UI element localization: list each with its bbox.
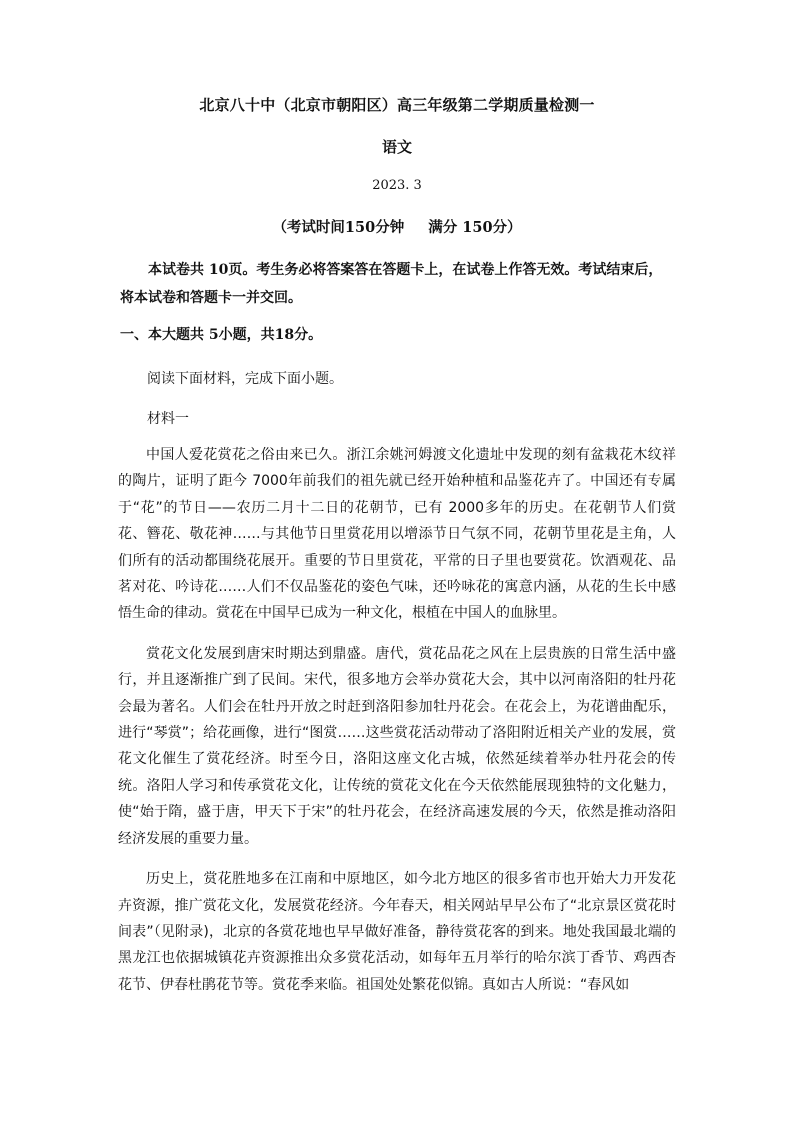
material-body: [118, 442, 676, 1012]
paragraph: 中国人爱花赏花之俗由来已久。浙江余姚河姆渡文化遗址中发现的刻有盆栽花木纹祥的陶片，证明了距今 7000年前我们的祖先就已经开始种植和品鉴花卉了。中国还有专属于“花”的节日——农历二月十二日的花朝节，已有 2000多年的历史。在花朝节人们赏花、簪花、敬花神……与其他节日里赏花用以增添节日气氛不同，花朝节里花是主角，人们所有的活动都围绕花展开。重要的节日里赏花，平常的日子里也要赏花。饮酒观花、品茗对花、吟诗花……人们不仅品鉴花的姿色气味，还吟咏花的寓意内涵，从花的生长中感悟生命的律动。赏花在中国早已成为一种文化，根植在中国人的血脉里。: [118, 447, 676, 622]
subject-heading: 语文: [381, 138, 412, 156]
paragraph: 历史上，赏花胜地多在江南和中原地区，如今北方地区的很多省市也开始大力开发花卉资源，推广赏花文化，发展赏花经济。今年春天，相关网站早早公布了“北京景区赏花时间表”（见附录)，北京的各赏花地也早早做好准备，静待赏花客的到来。地处我国最北端的黑龙江也依据城镇花卉资源推出众多赏花活动，如每年五月举行的哈尔滨丁香节、鸡西杏花节、伊春杜鹃花节等。赏花季来临。祖国处处繁花似锦。真如古人所说：“春风如: [118, 871, 676, 993]
exam-title: 北京八十中（北京市朝阳区）高三年级第二学期质量检测一: [199, 96, 595, 114]
time-limit: （考试时间150分钟: [272, 219, 405, 236]
full-score: 满分 150分）: [428, 219, 522, 236]
exam-date: 2023. 3: [372, 178, 422, 193]
reading-instruction: 阅读下面材料，完成下面小题。: [147, 371, 343, 387]
exam-info: [0, 216, 794, 237]
material-label: 材料一: [147, 411, 189, 427]
section-heading: 一、本大题共 5小题，共18分。: [120, 327, 323, 343]
paragraph: 赏花文化发展到唐宋时期达到鼎盛。唐代，赏花品花之风在上层贵族的日常生活中盛行，并且逐渐推广到了民间。宋代，很多地方会举办赏花大会，其中以河南洛阳的牡丹花会最为著名。人们会在牡丹开放之时赶到洛阳参加牡丹花会。在花会上，为花谱曲配乐，进行“琴赏”；给花画像，进行“图赏……这些赏花活动带动了洛阳附近相关产业的发展，赏花文化催生了赏花经济。时至今日，洛阳这座文化古城，依然延续着举办牡丹花会的传统。洛阳人学习和传承赏花文化，让传统的赏花文化在今天依然能展现独特的文化魅力，使“始于隋，盛于唐，甲天下于宋”的牡丹花会，在经济高速发展的今天，依然是推动洛阳经济发展的重要力量。: [118, 645, 676, 847]
exam-notice: 本试卷共 10页。考生务必将答案答在答题卡上，在试卷上作答无效。考试结束后，将本试卷和答题卡一并交回。: [120, 262, 663, 306]
